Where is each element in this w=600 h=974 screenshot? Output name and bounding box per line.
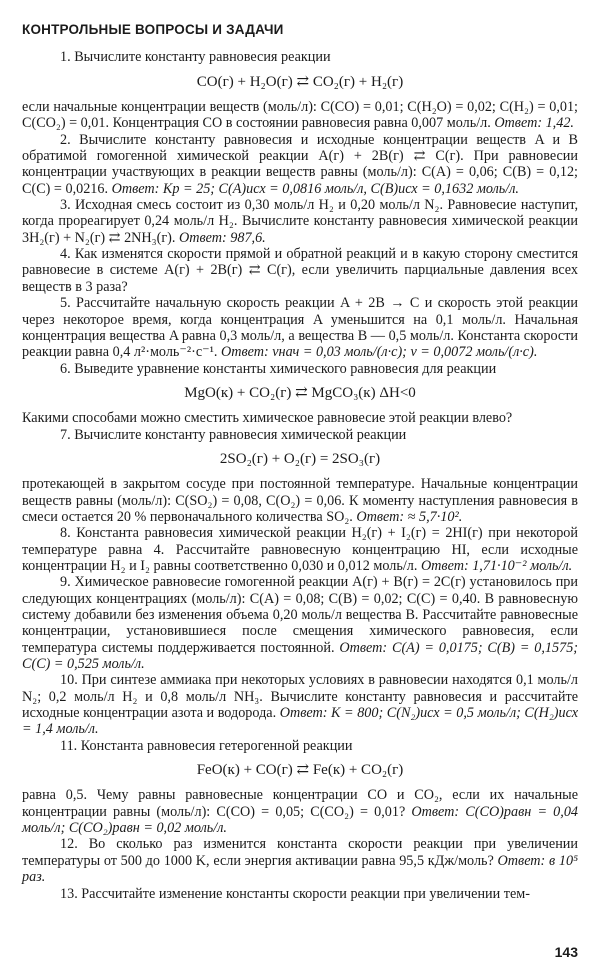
problem-5-answer: Ответ: vнач = 0,03 моль/(л·с); v = 0,0072 моль/(л·с). — [220, 344, 538, 361]
problem-1-body — [22, 99, 578, 132]
problem-1-text: если начальные концентрации веществ (моль/л): C(CO) = 0,01; C(H₂O) = 0,02; C(H₂) = 0,01; C(CO₂) = 0,01. Концентрация CO в состоянии равновесия равна 0,007 моль/л. — [22, 99, 578, 132]
equation-11: FeO(к) + CO(г) ⇄ Fe(к) + CO₂(г) — [196, 762, 404, 779]
problem-2-answer: Ответ: Kp = 25; C(A)исх = 0,0816 моль/л, C(B)исх = 0,1632 моль/л. — [111, 180, 519, 197]
section-heading: КОНТРОЛЬНЫЕ ВОПРОСЫ И ЗАДАЧИ — [22, 22, 284, 37]
problem-3-text: 3. Исходная смесь состоит из 0,30 моль/л H₂ и 0,20 моль/л N₂. Равновесие наступит, когда прореагирует 0,24 моль/л H₂. Вычислите константу равновесия химической реакции 3H₂(г) + N₂(г) ⇄ 2NH₃(г). — [22, 197, 578, 246]
problem-12-answer: Ответ: в 10⁵ раз. — [22, 852, 579, 886]
problem-6-intro: 6. Выведите уравнение константы химического равновесия для реакции — [60, 360, 497, 377]
problem-3 — [22, 197, 578, 246]
problem-8 — [22, 525, 578, 574]
problem-12-text: 12. Во сколько раз изменится константа скорости реакции при увеличении температуры от 500 до 1000 K, если энергия активации равна 95,5 кДж/моль? — [22, 836, 578, 869]
problem-8-text: 8. Константа равновесия химической реакции H₂(г) + I₂(г) = 2HI(г) при некоторой температуре равна 4. Рассчитайте равновесную концентрацию HI, если исходные концентрации H₂ и I₂ равны соответственно 0,030 и 0,012 моль/л. — [22, 525, 578, 574]
problem-13: 13. Рассчитайте изменение константы скорости реакции при увеличении тем- — [60, 885, 530, 902]
problem-2-text: 2. Вычислите константу равновесия и исходные концентрации веществ A и B обратимой гомогенной химической реакции A(г) + 2B(г) ⇄ C(г). При равновесии концентрации участвующих в реакции веществ равны (моль/л): C(A) = 0,06; C(B) = 0,12; C(C) = 0,0216. — [22, 131, 578, 197]
problem-11-text: равна 0,5. Чему равны равновесные концентрации CO и CO₂, если их начальные концентрации равны (моль/л): C(CO) = 0,05; C(CO₂) = 0,01? — [22, 787, 578, 820]
equation-6: MgO(к) + CO₂(г) ⇄ MgCO₃(к) ΔH<0 — [184, 384, 416, 401]
problem-1-intro: 1. Вычислите константу равновесия реакции — [60, 49, 331, 66]
problem-9-text: 9. Химическое равновесие гомогенной реакции A(г) + B(г) = 2C(г) установилось при следующих концентрациях (моль/л): C(A) = 0,08; C(B) = 0,02; C(C) = 0,40. В равновесную систему добавили без изменения объема 0,20 моль/л вещества B. Рассчитайте равновесные концентрации, установившиеся после смещения химического равновесия, если температура системы поддерживается постоянной. — [22, 574, 578, 656]
problem-10-text: 10. При синтезе аммиака при некоторых условиях в равновесии находятся 0,1 моль/л N₂; 0,2 моль/л H₂ и 0,8 моль/л NH₃. Вычислите константу равновесия и рассчитайте исходные концентрации азота и водорода. — [22, 672, 578, 722]
problem-3-answer: Ответ: 987,6. — [178, 229, 266, 246]
problem-4: 4. Как изменятся скорости прямой и обратной реакций и в какую сторону сместится равновесие в системе A(г) + 2B(г) ⇄ C(г), если увеличить парциальные давления всех веществ в 3 раза? — [22, 246, 578, 295]
problem-11-answer: Ответ: C(CO)равн = 0,04 моль/л; C(CO₂)равн = 0,02 моль/л. — [22, 803, 579, 837]
problem-5-text: 5. Рассчитайте начальную скорость реакции A + 2B → C и скорость этой реакции через некоторое время, когда концентрация A уменьшится на 0,1 моль/л. Начальная концентрация вещества A равна 0,3 моль/л, а вещества B — 0,5 моль/л. Константа скорости реакции равна 0,4 л²·моль⁻²·с⁻¹. — [22, 295, 578, 361]
problem-7-intro: 7. Вычислите константу равновесия химической реакции — [60, 426, 407, 443]
problem-9 — [22, 574, 578, 672]
problem-7-text: протекающей в закрытом сосуде при постоянной температуре. Начальные концентрации веществ равны (моль/л): C(SO₂) = 0,08, C(O₂) = 0,06. К моменту наступления равновесия в смеси остается 20 % первоначального количества SO₂. — [22, 476, 578, 525]
problem-9-answer: Ответ: C(A) = 0,0175; C(B) = 0,1575; C(C) = 0,525 моль/л. — [22, 639, 579, 673]
problem-5 — [22, 295, 578, 360]
problem-12 — [22, 836, 578, 885]
problem-7-body — [22, 476, 578, 525]
problem-7-answer: Ответ: ≈ 5,7·10². — [356, 508, 463, 525]
problem-10-answer: Ответ: K = 800; C(N₂)исх = 0,5 моль/л; C(H₂)исх = 1,4 моль/л. — [22, 705, 579, 738]
problem-11-intro: 11. Константа равновесия гетерогенной реакции — [60, 737, 353, 754]
equation-7: 2SO₂(г) + O₂(г) = 2SO₃(г) — [219, 450, 381, 467]
page-number: 143 — [554, 943, 578, 960]
problem-2 — [22, 132, 578, 197]
problem-8-answer: Ответ: 1,71·10⁻² моль/л. — [420, 557, 573, 574]
problem-11-body — [22, 787, 578, 836]
problem-1-answer: Ответ: 1,42. — [494, 115, 574, 132]
problem-10 — [22, 672, 578, 737]
equation-1: CO(г) + H₂O(г) ⇄ CO₂(г) + H₂(г) — [196, 73, 404, 90]
problem-6-body: Какими способами можно сместить химическое равновесие этой реакции влево? — [22, 410, 513, 427]
